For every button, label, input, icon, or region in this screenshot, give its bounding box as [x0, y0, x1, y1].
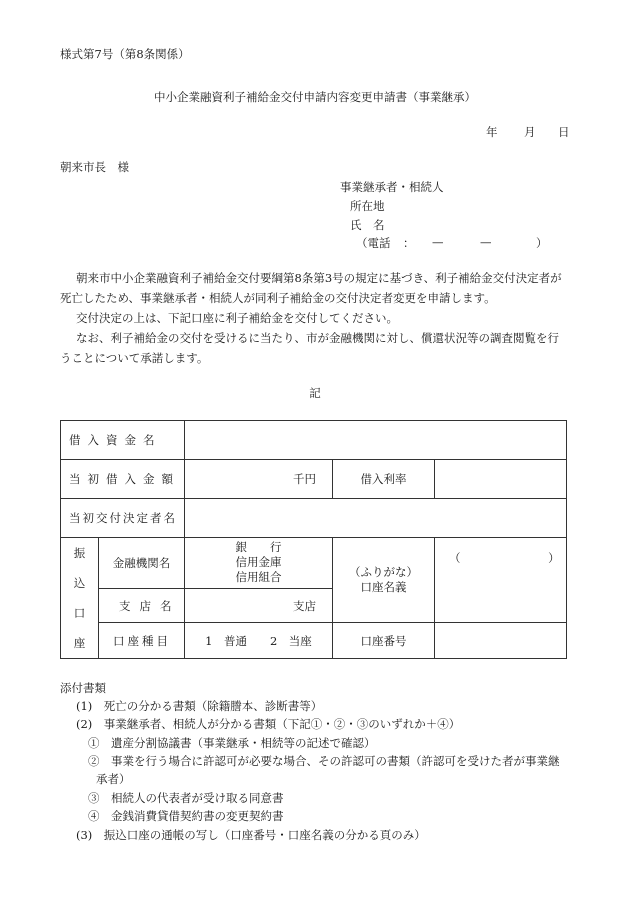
ki-heading: 記 — [309, 386, 321, 400]
body-p2: 交付決定の上は、下記口座に利子補給金を交付してください。 — [76, 311, 398, 325]
branch-suffix: 支店 — [293, 598, 316, 613]
unit-thousand-yen: 千円 — [293, 472, 316, 486]
transfer-char: 座 — [73, 636, 86, 650]
account-type-label: 口座種目 — [99, 623, 185, 659]
interest-rate-field[interactable] — [435, 460, 567, 499]
account-holder-text: 口座名義 — [360, 580, 407, 595]
phone-dash-2: — — [480, 235, 492, 249]
initial-amount-label: 当初借入金額 — [61, 460, 185, 499]
body-p3-line2: うことについて承諾します。 — [60, 351, 209, 365]
loan-name-field[interactable] — [185, 421, 567, 460]
paren-close: ） — [548, 551, 560, 565]
account-type-options[interactable]: 1 普通 2 当座 — [185, 623, 333, 659]
bank-type-option: 信用金庫 — [235, 555, 282, 570]
attachment-item: 承者） — [96, 772, 131, 786]
account-holder-label — [333, 538, 435, 623]
body-p1-line1: 朝来市中小企業融資利子補給金交付要綱第8条第3号の規定に基づき、利子補給金交付決定者が — [76, 271, 562, 285]
date-month: 月 — [524, 125, 536, 139]
date-day: 日 — [558, 125, 570, 139]
bank-type-option: 信用組合 — [235, 570, 282, 585]
date-year: 年 — [486, 125, 498, 139]
phone-close: ） — [536, 236, 548, 250]
initial-amount-field[interactable] — [185, 460, 333, 499]
applicant-heading: 事業継承者・相続人 — [340, 180, 444, 194]
transfer-account-label — [61, 538, 99, 659]
transfer-char: 振 — [73, 546, 86, 560]
interest-rate-label: 借入利率 — [333, 460, 435, 499]
institution-name-field[interactable] — [185, 538, 333, 589]
account-number-field[interactable] — [435, 623, 567, 659]
name-label: 氏 名 — [350, 218, 385, 232]
addressee: 朝来市長 様 — [60, 160, 129, 174]
branch-name-field[interactable] — [185, 588, 333, 623]
attachment-item: ④ 金銭消費貸借契約書の変更契約書 — [88, 809, 284, 823]
form-number: 様式第7号（第8条関係） — [60, 47, 190, 61]
bank-type-option: 銀 行 — [235, 540, 282, 555]
loan-name-label: 借入資金名 — [61, 421, 185, 460]
attachment-item: (1) 死亡の分かる書類（除籍謄本、診断書等） — [76, 699, 323, 713]
transfer-char: 込 — [73, 576, 86, 590]
loan-details-table — [60, 420, 567, 659]
body-p3-line1: なお、利子補給金の交付を受けるに当たり、市が金融機関に対し、償還状況等の調査閲覧を行 — [76, 331, 559, 345]
attachment-item: ② 事業を行う場合に許認可が必要な場合、その許認可の書類（許認可を受けた者が事業継 — [88, 754, 560, 768]
attachment-item: ① 遺産分割協議書（事業継承・相続等の記述で確認） — [88, 736, 376, 750]
transfer-char: 口 — [73, 606, 86, 620]
attachments-heading: 添付書類 — [60, 681, 106, 695]
furigana-label: （ふりがな） — [349, 565, 418, 580]
address-label: 所在地 — [350, 199, 385, 213]
initial-recipient-field[interactable] — [185, 499, 567, 538]
attachment-item: ③ 相続人の代表者が受け取る同意書 — [88, 791, 284, 805]
body-p1-line2: 死亡したため、事業継承者・相続人が同利子補給金の交付決定者変更を申請します。 — [60, 291, 496, 305]
attachment-item: (2) 事業継承者、相続人が分かる書類（下記①・②・③のいずれか＋④） — [76, 717, 461, 731]
account-number-label: 口座番号 — [333, 623, 435, 659]
initial-recipient-label: 当初交付決定者名 — [61, 499, 185, 538]
account-holder-field[interactable] — [435, 538, 567, 623]
phone-open: （電話 — [356, 236, 391, 250]
phone-colon: ： — [403, 236, 415, 250]
institution-name-label: 金融機関名 — [99, 538, 185, 589]
branch-name-label: 支店名 — [99, 588, 185, 623]
paren-open: （ — [449, 551, 461, 565]
document-title: 中小企業融資利子補給金交付申請内容変更申請書（事業継承） — [154, 90, 476, 104]
phone-dash-1: — — [432, 235, 444, 249]
attachment-item: (3) 振込口座の通帳の写し（口座番号・口座名義の分かる頁のみ） — [76, 828, 426, 842]
